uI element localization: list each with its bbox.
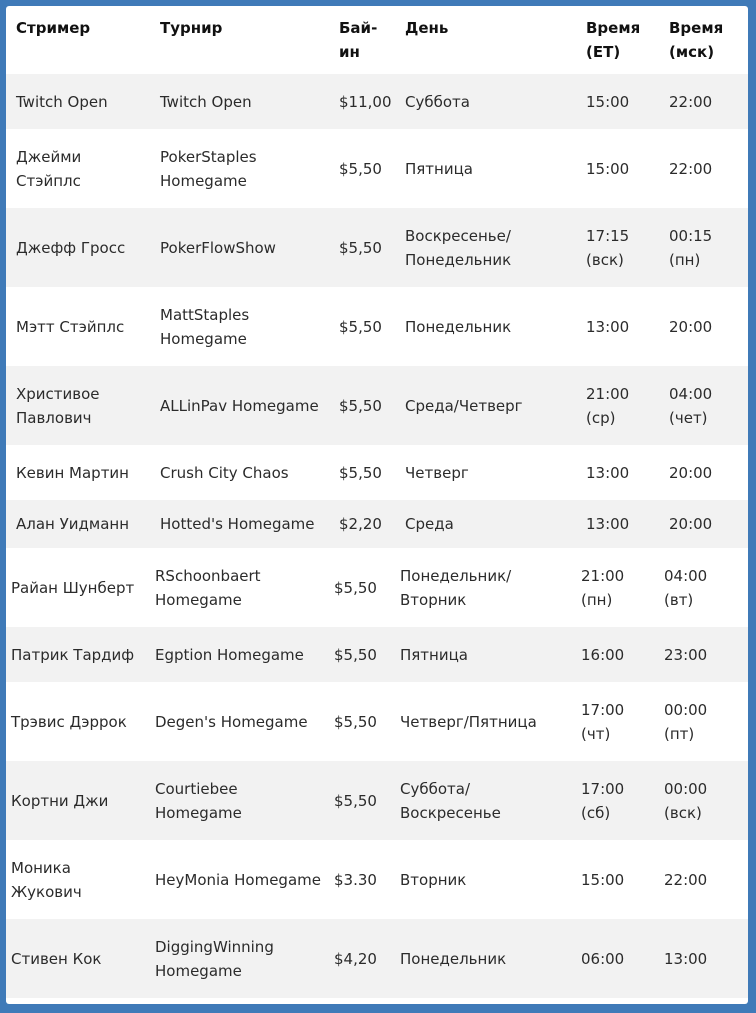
header-tournament: Турнир [160,19,223,37]
cell-day: Среда [395,500,576,548]
cell-time-msk: 22:00 [659,129,748,208]
cell-streamer: Алан Уидманн [6,500,150,548]
cell-time-et: 13:00 [576,500,659,548]
cell-day: Воскресенье/ Понедельник [395,208,576,287]
cell-time-et: 17:15 (вск) [576,208,659,287]
cell-day: Четверг/Пятница [395,682,576,761]
cell-tournament: HeyMonia Homegame [150,840,329,919]
cell-time-msk: 20:00 [659,445,748,500]
cell-time-msk: 20:00 [659,500,748,548]
cell-buyin: $5,50 [329,287,395,366]
cell-day: Суббота/Воскресенье [395,761,576,840]
cell-time-et: 13:00 [576,287,659,366]
cell-tournament: PokerFlowShow [150,208,329,287]
table-header-row [6,6,748,74]
cell-time-et: 21:00 (пн) [576,548,659,627]
cell-day: Вторник [395,840,576,919]
cell-time-et: 15:00 [576,129,659,208]
cell-day: Понедельник [395,919,576,998]
cell-time-msk: 00:15 (пн) [659,208,748,287]
cell-day: Среда/Четверг [395,366,576,445]
cell-buyin: $11,00 [329,74,395,129]
header-time-msk: Время (мск) [669,19,724,61]
cell-day: Понедельник/ Вторник [395,548,576,627]
table-row [6,208,748,287]
cell-time-et: 06:00 [576,919,659,998]
cell-streamer: Патрик Тардиф [6,627,150,682]
header-streamer: Стример [16,19,91,37]
cell-buyin: $5,50 [329,761,395,840]
cell-tournament: ALLinPav Homegame [150,366,329,445]
cell-streamer: Кевин Мартин [6,445,150,500]
cell-tournament: Courtiebee Homegame [150,761,329,840]
cell-time-et: 21:00 (ср) [576,366,659,445]
cell-streamer: Трэвис Дэррок [6,682,150,761]
cell-time-msk: 22:00 [659,840,748,919]
cell-day: Пятница [395,129,576,208]
cell-day: Пятница [395,627,576,682]
table-row [6,74,748,129]
cell-buyin: $3.30 [329,840,395,919]
cell-buyin: $2,20 [329,500,395,548]
tournament-schedule-table [6,6,748,998]
cell-buyin: $5,50 [329,445,395,500]
table-row [6,500,748,548]
cell-time-msk: 00:00 (пт) [659,682,748,761]
header-time-et: Время (ET) [586,19,641,61]
cell-streamer: Христивое Павлович [6,366,150,445]
header-buyin: Бай- ин [339,19,378,61]
cell-streamer: Мэтт Стэйплс [6,287,150,366]
table-row [6,445,748,500]
cell-streamer: Стивен Кок [6,919,150,998]
cell-buyin: $4,20 [329,919,395,998]
cell-streamer: Кортни Джи [6,761,150,840]
schedule-panel [6,6,748,1004]
cell-streamer: Джефф Гросс [6,208,150,287]
cell-buyin: $5,50 [329,627,395,682]
cell-time-et: 13:00 [576,445,659,500]
cell-buyin: $5,50 [329,208,395,287]
cell-streamer: Twitch Open [6,74,150,129]
table-row [6,627,748,682]
cell-time-msk: 22:00 [659,74,748,129]
cell-time-msk: 04:00 (чет) [659,366,748,445]
table-row [6,129,748,208]
cell-buyin: $5,50 [329,129,395,208]
cell-time-msk: 23:00 [659,627,748,682]
cell-streamer: Райан Шунберт [6,548,150,627]
cell-time-et: 17:00 (чт) [576,682,659,761]
cell-time-msk: 04:00 (вт) [659,548,748,627]
cell-time-msk: 20:00 [659,287,748,366]
cell-time-msk: 00:00 (вск) [659,761,748,840]
cell-buyin: $5,50 [329,366,395,445]
table-row [6,840,748,919]
cell-tournament: RSchoonbaert Homegame [150,548,329,627]
cell-time-et: 16:00 [576,627,659,682]
cell-tournament: DiggingWinning Homegame [150,919,329,998]
cell-buyin: $5,50 [329,682,395,761]
cell-time-msk: 13:00 [659,919,748,998]
cell-day: Понедельник [395,287,576,366]
table-row [6,919,748,998]
cell-tournament: PokerStaples Homegame [150,129,329,208]
header-day: День [405,19,449,37]
table-row [6,287,748,366]
cell-time-et: 15:00 [576,840,659,919]
table-row [6,548,748,627]
cell-tournament: Egption Homegame [150,627,329,682]
cell-time-et: 15:00 [576,74,659,129]
cell-tournament: MattStaples Homegame [150,287,329,366]
table-row [6,761,748,840]
cell-tournament: Crush City Chaos [150,445,329,500]
cell-day: Четверг [395,445,576,500]
table-row [6,682,748,761]
cell-tournament: Degen's Homegame [150,682,329,761]
table-row [6,366,748,445]
cell-buyin: $5,50 [329,548,395,627]
cell-streamer: Моника Жукович [6,840,150,919]
cell-tournament: Twitch Open [150,74,329,129]
cell-day: Суббота [395,74,576,129]
cell-tournament: Hotted's Homegame [150,500,329,548]
cell-time-et: 17:00 (сб) [576,761,659,840]
cell-streamer: Джейми Стэйплс [6,129,150,208]
